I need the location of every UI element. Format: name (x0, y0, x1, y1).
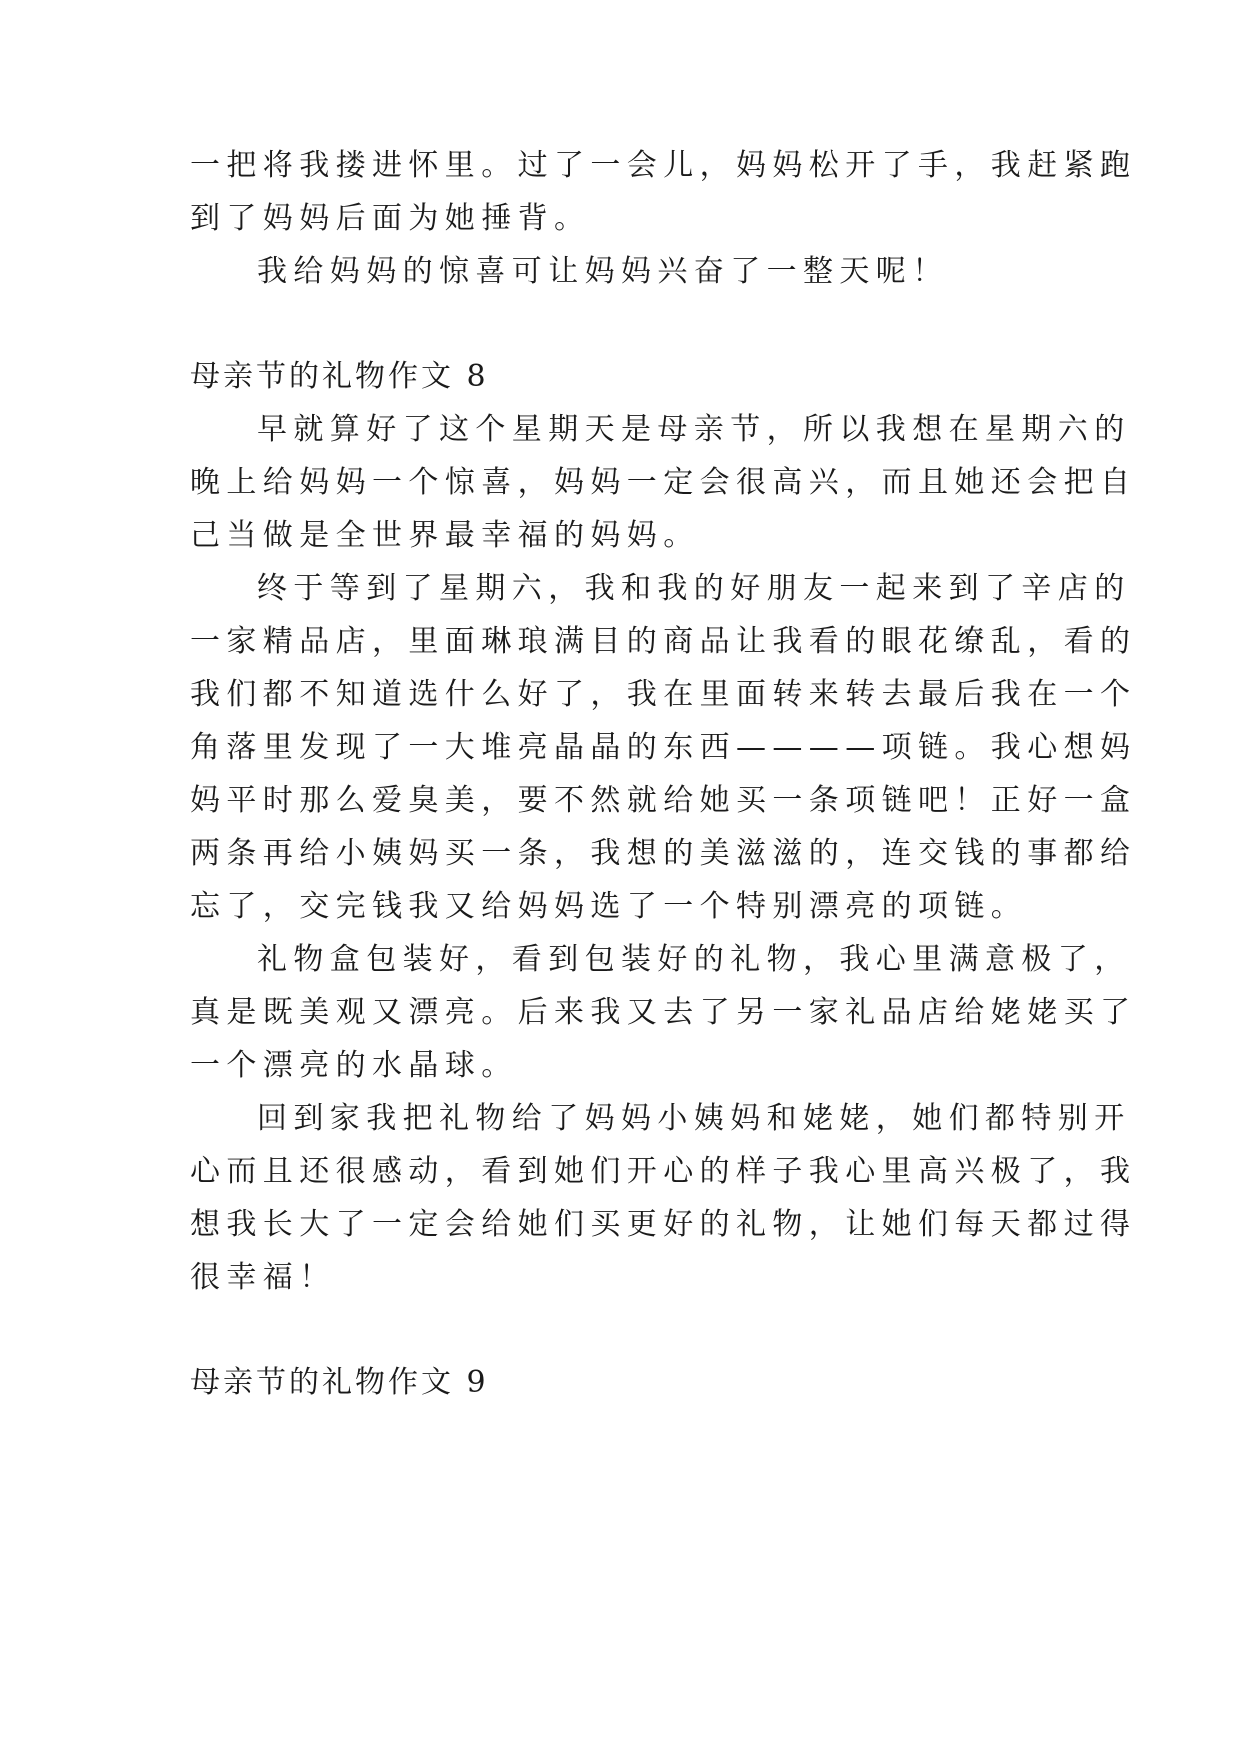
text-line: 我们都不知道选什么好了，我在里面转来转去最后我在一个 (190, 677, 1137, 712)
text-line: 两条再给小姨妈买一条，我想的美滋滋的，连交钱的事都给 (190, 836, 1137, 871)
text-line: 心而且还很感动，看到她们开心的样子我心里高兴极了，我 (190, 1154, 1137, 1189)
text-line: 早就算好了这个星期天是母亲节，所以我想在星期六的 (257, 412, 1131, 447)
text-line: 很幸福！ (190, 1260, 336, 1295)
text-line: 回到家我把礼物给了妈妈小姨妈和姥姥，她们都特别开 (257, 1101, 1131, 1136)
section-title: 母亲节的礼物作文 8 (190, 359, 489, 394)
text-line: 想我长大了一定会给她们买更好的礼物，让她们每天都过得 (190, 1207, 1137, 1242)
text-line: 一把将我搂进怀里。过了一会儿，妈妈松开了手，我赶紧跑 (190, 148, 1137, 183)
text-line: 忘了，交完钱我又给妈妈选了一个特别漂亮的项链。 (190, 889, 1028, 924)
text-line: 角落里发现了一大堆亮晶晶的东西————项链。我心想妈 (190, 730, 1137, 765)
text-line: 一家精品店，里面琳琅满目的商品让我看的眼花缭乱，看的 (190, 624, 1137, 659)
section-title: 母亲节的礼物作文 9 (190, 1365, 489, 1400)
text-line: 终于等到了星期六，我和我的好朋友一起来到了辛店的 (257, 571, 1131, 606)
text-line: 一个漂亮的水晶球。 (190, 1048, 518, 1083)
text-line: 己当做是全世界最幸福的妈妈。 (190, 518, 700, 553)
text-line: 晚上给妈妈一个惊喜，妈妈一定会很高兴，而且她还会把自 (190, 465, 1137, 500)
text-line: 真是既美观又漂亮。后来我又去了另一家礼品店给姥姥买了 (190, 995, 1137, 1030)
text-line: 礼物盒包装好，看到包装好的礼物，我心里满意极了， (257, 942, 1131, 977)
text-line: 到了妈妈后面为她捶背。 (190, 201, 591, 236)
text-line: 妈平时那么爱臭美，要不然就给她买一条项链吧！正好一盒 (190, 783, 1137, 818)
text-line: 我给妈妈的惊喜可让妈妈兴奋了一整天呢！ (257, 254, 949, 289)
